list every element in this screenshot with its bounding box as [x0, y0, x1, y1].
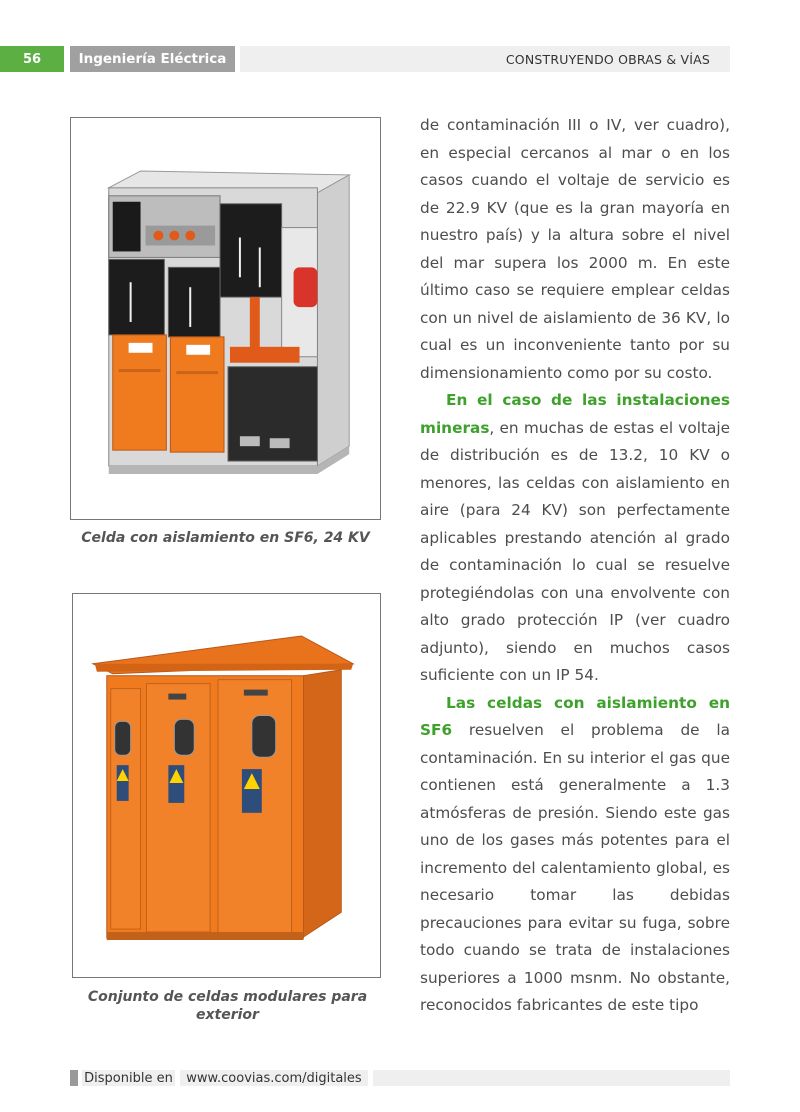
footer-available-label: Disponible en — [82, 1070, 175, 1086]
figure-outdoor-caption: Conjunto de celdas modulares para exterior — [87, 989, 368, 1023]
highlight-mineras: En el caso de las instalaciones mineras — [420, 391, 730, 437]
magazine-title — [240, 46, 730, 72]
paragraph-2-text: , en muchas de estas el voltaje de distribución es de 13.2, 10 KV o menores, las celdas con aislamiento en aire (para 24 KV) son perfectamente aplicables prestando atención al grado de contaminación lo cual se resuelve protegiéndolas con una envolvente con alto grado protección IP (ver cuadro adjunto), siendo en muchos casos suficiente con un IP 54. — [420, 418, 730, 684]
figure-sf6-caption: Celda con aislamiento en SF6, 24 KV — [81, 530, 370, 546]
footer-marker — [70, 1070, 78, 1086]
highlight-sf6: Las celdas con aislamiento en SF6 — [420, 693, 730, 739]
footer-url-link[interactable]: www.coovias.com/digitales — [180, 1070, 368, 1086]
section-title: Ingeniería Eléctrica — [70, 46, 235, 72]
paragraph-3 — [420, 690, 730, 1020]
footer-bar — [373, 1070, 730, 1086]
figure-outdoor-cells — [72, 593, 381, 978]
figure-sf6-cell — [70, 117, 381, 520]
magazine-title-text: CONSTRUYENDO OBRAS & VÍAS — [505, 51, 710, 67]
paragraph-3-text: resuelven el problema de la contaminación. En su interior el gas que contienen está generalmente a 1.3 atmósferas de presión. Siendo este gas uno de los gases más potentes para el incremento del calentamiento global, es necesario tomar las debidas precauciones para evitar su fuga, sobre todo cuando se trata de instalaciones superiores a 1000 msnm. No obstante, reconocidos fabricantes de este tipo — [420, 721, 730, 1014]
page-number: 56 — [0, 46, 64, 72]
article-text-column — [420, 112, 730, 1020]
sf6-cell-illustration — [71, 118, 380, 519]
paragraph-2 — [420, 387, 730, 690]
outdoor-cells-illustration — [73, 594, 380, 977]
paragraph-1: de contaminación III o IV, ver cuadro), en especial cercanos al mar o en los casos cuando el voltaje de servicio es de 22.9 KV (que es la gran mayoría en nuestro país) y la altura sobre el nivel del mar supera los 2000 m. En este último caso se requiere emplear celdas con un nivel de aislamiento de 36 KV, lo cual es un inconveniente tanto por su dimensionamiento como por su costo. — [420, 116, 730, 382]
